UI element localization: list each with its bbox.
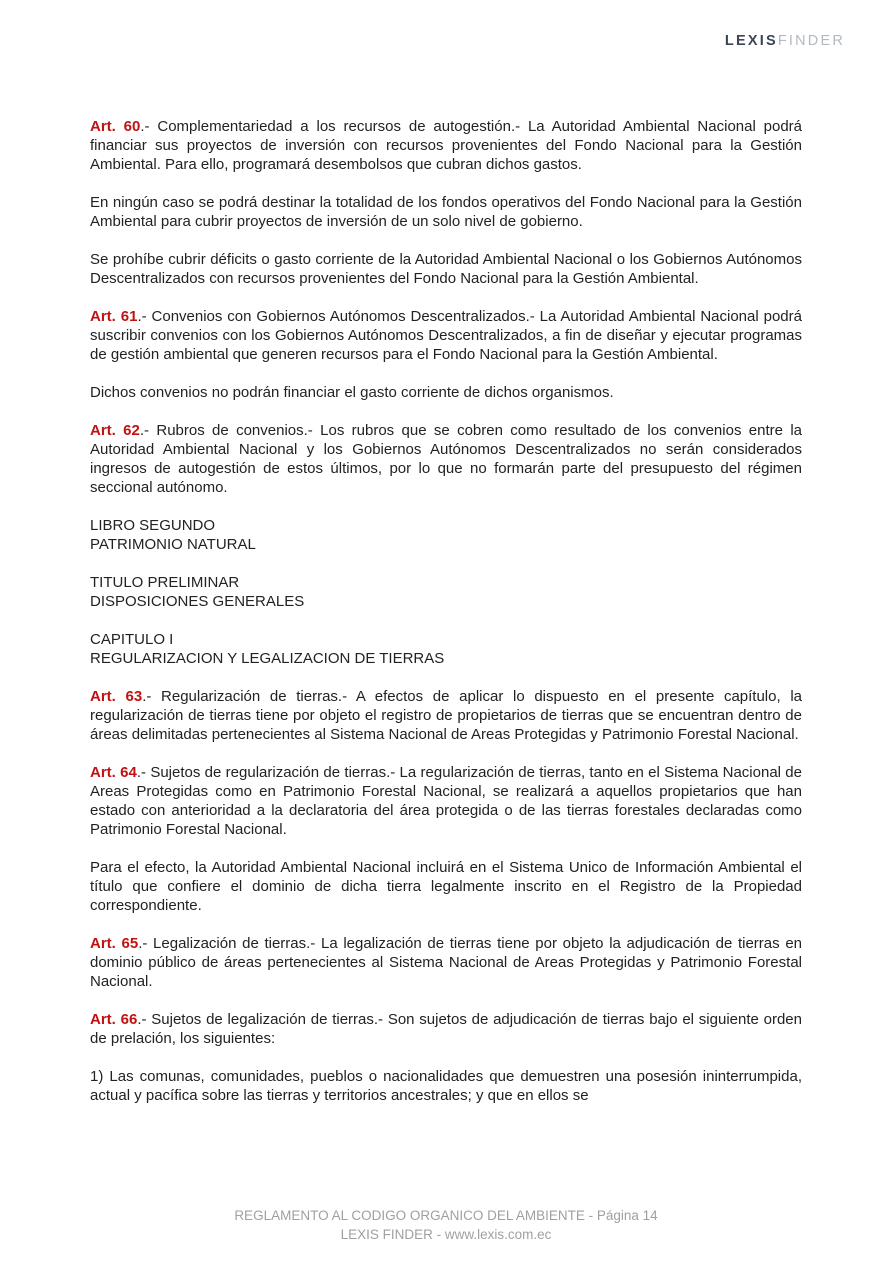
article-paragraph: Art. 64.- Sujetos de regularización de tierras.- La regularización de tierras, tanto en el Sistema Nacional de Areas Protegidas como en Patrimonio Forestal Nacional, se realizará a aquellos propietarios que han estado con anterioridad a la declaratoria del área protegida o de las tierras forestales declaradas como Patrimonio Forestal Nacional. [90, 764, 802, 838]
article-paragraph: Art. 66.- Sujetos de legalización de tierras.- Son sujetos de adjudicación de tierras bajo el siguiente orden de prelación, los siguientes: [90, 1011, 802, 1047]
article-paragraph: Art. 62.- Rubros de convenios.- Los rubros que se cobren como resultado de los convenios entre la Autoridad Ambiental Nacional y los Gobiernos Autónomos Descentralizados no serán considerados ingresos de autogestión de estos últimos, por lo que no formarán parte del presupuesto del régimen seccional autónomo. [90, 422, 802, 496]
page-footer [0, 1206, 892, 1244]
body-paragraph: En ningún caso se podrá destinar la totalidad de los fondos operativos del Fondo Nacional para la Gestión Ambiental para cubrir proyectos de inversión de un solo nivel de gobierno. [90, 194, 802, 230]
logo-lexis: LEXIS [724, 33, 778, 49]
article-paragraph: Art. 61.- Convenios con Gobiernos Autónomos Descentralizados.- La Autoridad Ambiental Nacional podrá suscribir convenios con los Gobiernos Autónomos Descentralizados, a fin de diseñar y ejecutar programas de gestión ambiental que generen recursos para el Fondo Nacional para la Gestión Ambiental. [90, 308, 802, 363]
article-number: Art. 65 [90, 935, 139, 952]
article-number: Art. 63 [90, 688, 143, 705]
logo-finder: FINDER [777, 33, 845, 49]
article-paragraph: Art. 60.- Complementariedad a los recursos de autogestión.- La Autoridad Ambiental Nacional podrá financiar sus proyectos de inversión con recursos provenientes del Fondo Nacional para la Gestión Ambiental. Para ello, programará desembolsos que cubran dichos gastos. [90, 118, 803, 173]
article-paragraph: Art. 63.- Regularización de tierras.- A efectos de aplicar lo dispuesto en el presente capítulo, la regularización de tierras tiene por objeto el registro de propietarios de tierras que se encuentran dentro de áreas delimitadas pertenecientes al Sistema Nacional de Areas Protegidas y Patrimonio Forestal Nacional. [90, 688, 802, 743]
lexis-finder-logo [725, 33, 845, 49]
body-paragraph: Dichos convenios no podrán financiar el gasto corriente de dichos organismos. [90, 384, 614, 401]
section-heading: TITULO PRELIMINAR DISPOSICIONES GENERALES [90, 574, 305, 610]
document-body [90, 117, 802, 1124]
article-number: Art. 61 [90, 308, 138, 325]
article-number: Art. 66 [90, 1011, 138, 1028]
section-heading: LIBRO SEGUNDO PATRIMONIO NATURAL [90, 517, 256, 553]
section-heading: CAPITULO I REGULARIZACION Y LEGALIZACION DE TIERRAS [90, 631, 445, 667]
footer-document-title: REGLAMENTO AL CODIGO ORGANICO DEL AMBIENTE - Página 14 [234, 1208, 658, 1223]
body-paragraph: 1) Las comunas, comunidades, pueblos o nacionalidades que demuestren una posesión ininterrumpida, actual y pacífica sobre las tierras y territorios ancestrales; y que en ellos se [90, 1068, 802, 1104]
body-paragraph: Se prohíbe cubrir déficits o gasto corriente de la Autoridad Ambiental Nacional o los Gobiernos Autónomos Descentralizados con recursos provenientes del Fondo Nacional para la Gestión Ambiental. [90, 251, 802, 287]
article-number: Art. 64 [90, 764, 137, 781]
article-number: Art. 60 [90, 118, 141, 135]
body-paragraph: Para el efecto, la Autoridad Ambiental Nacional incluirá en el Sistema Unico de Información Ambiental el título que confiere el dominio de dicha tierra legalmente inscrito en el Registro de la Propiedad correspondiente. [90, 859, 802, 914]
footer-source: LEXIS FINDER - www.lexis.com.ec [340, 1227, 552, 1242]
article-paragraph: Art. 65.- Legalización de tierras.- La legalización de tierras tiene por objeto la adjudicación de tierras en dominio público de áreas pertenecientes al Sistema Nacional de Areas Protegidas y Patrimonio Forestal Nacional. [90, 935, 802, 990]
article-number: Art. 62 [90, 422, 140, 439]
